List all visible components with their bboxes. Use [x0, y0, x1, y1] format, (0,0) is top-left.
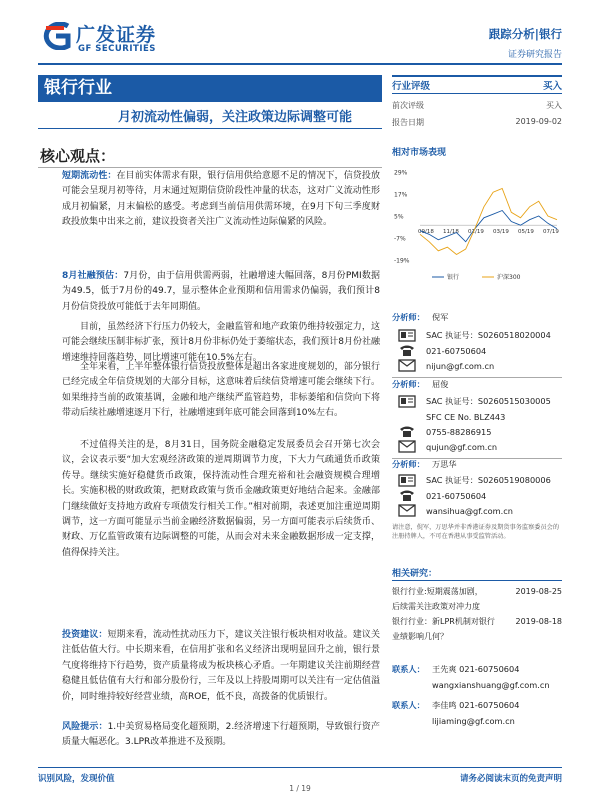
related-link[interactable]: 银行行业:短期震荡加剧， — [392, 587, 483, 596]
market-performance-chart — [392, 160, 562, 285]
y-tick-label: 29% — [394, 169, 408, 177]
phone-icon — [398, 425, 416, 438]
analyst-1 — [392, 310, 562, 378]
contact-label: 联系人： — [392, 700, 425, 710]
analyst-email[interactable]: qujun@gf.com.cn — [426, 441, 498, 452]
paragraph-risk: 风险提示：1.中美贸易格局变化超预期，2.经济增速下行超预期，导致银行资产质量大幅恶化。3.LPR改革推进不及预期。 — [62, 722, 380, 748]
series-line-csi300 — [420, 189, 557, 255]
x-tick-label: 07/19 — [543, 229, 559, 236]
analyst-2 — [392, 377, 562, 459]
analyst-sac: SAC 执证号：S0260515030005 — [426, 396, 551, 406]
related-title: 相关研究： — [392, 569, 438, 579]
y-tick-label: -7% — [394, 235, 406, 243]
email-icon — [398, 440, 416, 453]
analyst-email[interactable]: wansihua@gf.com.cn — [426, 505, 513, 516]
report-date-value: 2019-09-02 — [515, 117, 562, 126]
analyst-phone: 021-60750604 — [426, 345, 487, 356]
paragraph-policy: 不过值得关注的是，8月31日，国务院金融稳定发展委员会召开第七次会议，会议表示要“加大宏观经济政策的逆周期调节力度，下大力气疏通货币政策传导。继续实施好稳健货币政策，保持流动性合理充裕和社会融资规模合理增长。实施积极的财政政策，把财政政策与货币金融政策更好地结合起来。金融部门继续做好支持地方政府专项债发行相关工作。”相对前期，表述更加注重逆周期调节，这一方面可能显示当前金融经济数据偏弱，另一方面可能表示后续货币、财政、万亿监管政策有边际调整的可能，从而会对未来金融数据形成一定支撑，值得保持关注。 — [62, 440, 380, 558]
analyst-name: 倪军 — [432, 312, 449, 322]
y-tick-label: -19% — [394, 257, 410, 265]
legend-label-csi300: 沪深300 — [497, 274, 521, 281]
analyst-3 — [392, 457, 562, 518]
logo-text: 广发证券 — [76, 24, 157, 46]
y-tick-label: 17% — [394, 191, 408, 199]
industry-banner: 银行行业 — [38, 75, 382, 102]
footer-slogan: 识别风险，发现价值 — [38, 774, 115, 784]
email-icon — [398, 504, 416, 517]
rating-label: 行业评级 — [392, 81, 431, 92]
title-divider — [38, 128, 382, 129]
x-tick-label: 01/19 — [468, 229, 484, 236]
id-card-icon — [398, 395, 416, 408]
y-tick-label: 5% — [394, 213, 404, 221]
phone-icon — [398, 489, 416, 502]
report-type: 跟踪分析|银行 — [488, 27, 562, 41]
related-date: 2019-08-18 — [515, 617, 562, 626]
contact-email[interactable]: wangxianshuang@gf.com.cn — [432, 679, 550, 690]
related-link-cont[interactable]: 业绩影响几何？ — [392, 632, 448, 641]
core-divider — [38, 167, 382, 168]
analyst-label: 分析师： — [392, 459, 425, 469]
market-chart-title: 相对市场表现 — [392, 148, 447, 158]
x-tick-label: 03/19 — [493, 229, 509, 236]
rating-value: 买入 — [542, 81, 562, 92]
footer-divider — [38, 767, 562, 768]
id-card-icon — [398, 474, 416, 487]
prev-rating-value: 买入 — [546, 101, 562, 110]
logo-subtext: GF SECURITIES — [78, 44, 156, 54]
footer-disclaimer: 请务必阅读末页的免责声明 — [459, 774, 562, 784]
x-tick-label: 09/18 — [418, 229, 434, 236]
analyst-sac: SAC 执证号：S0260518020004 — [426, 330, 551, 340]
related-link[interactable]: 银行行业：新LPR机制对银行 — [392, 617, 495, 626]
paragraph-advice: 投资建议：短期来看，流动性扰动压力下，建议关注银行板块相对收益。建议关注低估值大行。中长期来看，在信用扩张和名义经济出现明显回升之前，银行景气度将维持下行趋势，资产质量将成为板块核心矛盾。一年期建议关注前期经营稳健且低估值有大行和部分股份行，三年及以上持股周期可以关注有一定估值溢价，同时维持较好经营业绩，高ROE，低不良，高拨备的优质银行。 — [62, 630, 380, 702]
prev-rating-label: 前次评级 — [392, 101, 424, 110]
analyst-label: 分析师： — [392, 312, 425, 322]
contact-name-phone: 王先爽 021-60750604 — [432, 664, 520, 674]
contact-name-phone: 李佳鸣 021-60750604 — [432, 700, 520, 710]
series-line-bank — [420, 211, 557, 242]
paragraph-liquidity: 短期流动性：在目前实体需求有限，银行信用供给意愿不足的情况下，信贷投放可能会呈现月初等待，月末通过短期信贷阶段性冲量的状态，这对广义流动性形成月初偏紧，月末偏松的感受。考虑到当前信用供需环境，在9月下旬三季度财政投放集中出来之前，建议投资者关注广义流动性边际偏紧的风险。 — [62, 171, 380, 228]
phone-icon — [398, 344, 416, 357]
x-tick-label: 11/18 — [443, 229, 459, 236]
related-item-1[interactable] — [392, 584, 562, 614]
header-divider — [38, 63, 562, 65]
contact-2 — [392, 698, 562, 728]
analyst-sfc: SFC CE No. BLZ443 — [426, 411, 506, 422]
analyst-email[interactable]: nijun@gf.com.cn — [426, 360, 495, 371]
x-tick-label: 05/19 — [518, 229, 534, 236]
analyst-sac: SAC 执证号：S0260519080006 — [426, 475, 551, 485]
paragraph-fullyear: 全年来看，上半年整体银行信贷投放整体是超出各家进度规划的，部分银行已经完成全年信贷规划的大部分目标，这意味着后续信贷增速可能会继续下行。如果维持当前的政策基调，金融和地产继续严监管趋势，非标萎缩和信贷向下将带动后续社融增速逐月下行，社融增速到年底可能会回落到10%左右。 — [62, 362, 380, 419]
paragraph-forecast: 8月社融预估：7月份，由于信用供需两弱，社融增速大幅回落，8月份PMI数据为49.5，低于7月份的49.7，显示整体企业预期和信用需求仍偏弱，我们预计8月份信贷投放可能低于去年同期值。 — [62, 271, 380, 312]
page-number: 1 / 19 — [289, 784, 311, 793]
core-heading: 核心观点： — [40, 147, 116, 165]
report-title: 月初流动性偏弱，关注政策边际调整可能 — [117, 110, 352, 125]
related-item-2[interactable] — [392, 614, 562, 644]
rating-box — [392, 75, 562, 128]
report-date-label: 报告日期 — [392, 118, 424, 127]
id-card-icon — [398, 329, 416, 342]
contact-label: 联系人： — [392, 664, 425, 674]
gf-logo-icon — [38, 22, 72, 50]
disclaimer-note: 请注意，倪军，万思华并非香港证券及期货事务监察委员会的注册持牌人，不可在香港从事受监管活动。 — [392, 524, 560, 540]
analyst-phone: 0755-88286915 — [426, 426, 492, 437]
analyst-name: 屈俊 — [432, 379, 449, 389]
analyst-name: 万思华 — [432, 459, 457, 469]
analyst-label: 分析师： — [392, 379, 425, 389]
legend-label-bank: 银行 — [447, 274, 460, 281]
email-icon — [398, 359, 416, 372]
contact-email[interactable]: lijiaming@gf.com.cn — [432, 715, 515, 726]
report-sub: 证券研究报告 — [507, 50, 562, 60]
analyst-phone: 021-60750604 — [426, 490, 487, 501]
paragraph-outlook: 目前，虽然经济下行压力仍较大，金融监管和地产政策仍维持较强定力，这可能会继续压制非标扩张，预计8月份非标仍处于萎缩状态，我们预计8月份社融增速维持回落趋势，同比增速可能在10.5%左右。 — [62, 322, 380, 363]
related-link-cont[interactable]: 后续需关注政策对冲力度 — [392, 602, 480, 611]
contact-1 — [392, 662, 562, 692]
related-date: 2019-08-25 — [515, 587, 562, 596]
